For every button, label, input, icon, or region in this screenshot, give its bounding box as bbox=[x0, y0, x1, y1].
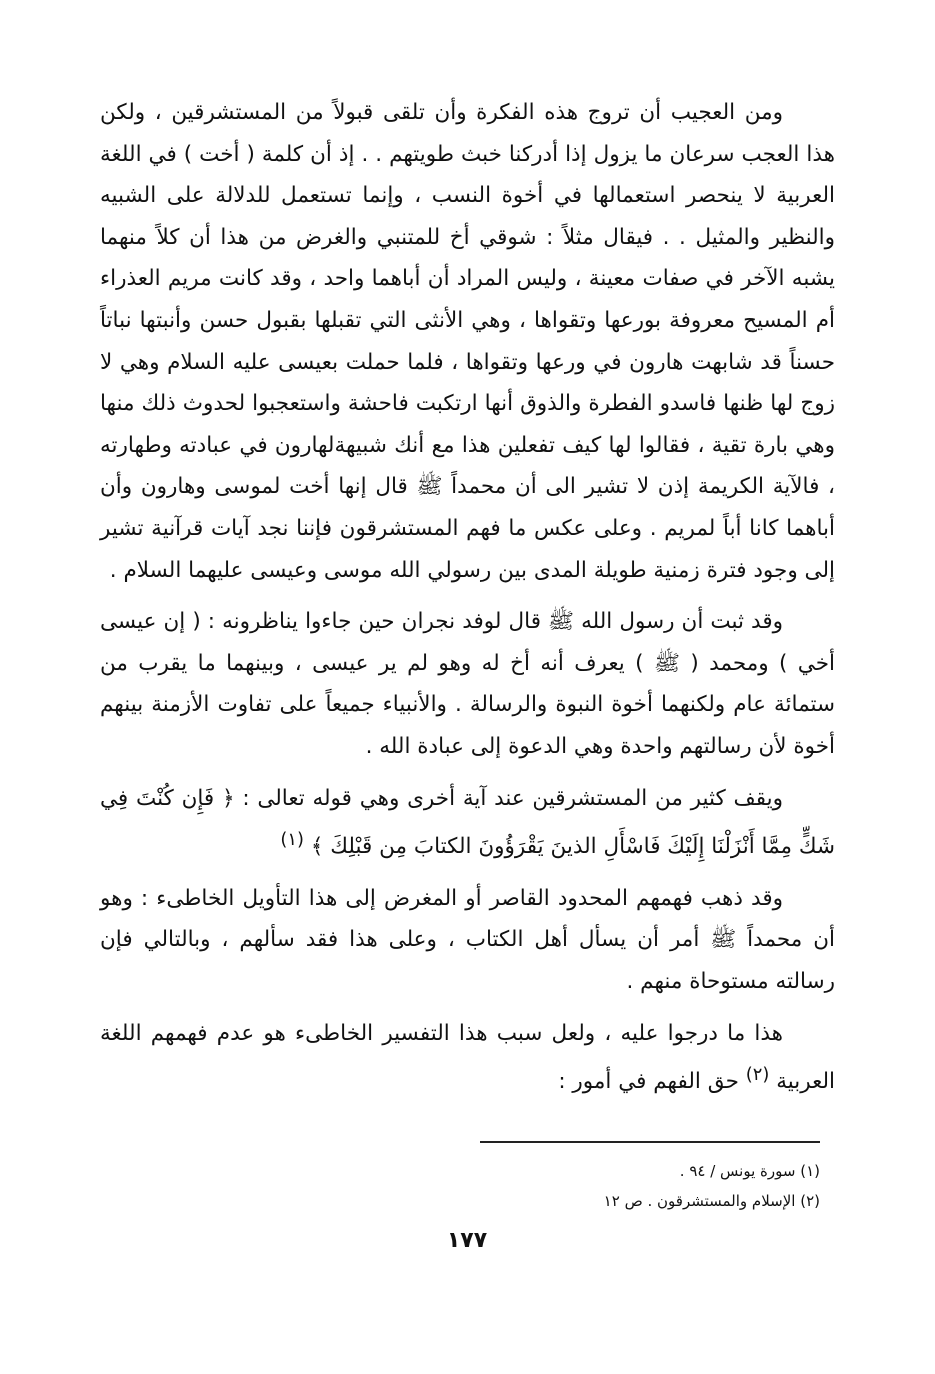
paragraph-5-tail: حق الفهم في أمور : bbox=[558, 1069, 739, 1095]
paragraph-2: وقد ثبت أن رسول الله ﷺ قال لوفد نجران حين جاءوا يناظرونه : ( إن عيسى أخي ) ومحمد ( ﷺ ) يعرف أنه أخ له وهو لم ير عيسى ، وبينهما ما يقرب من ستمائة عام ولكنهما أخوة النبوة والرسالة . والأنبياء جميعاً على تفاوت الأزمنة بينهم أخوة لأن رسالتهم واحدة وهي الدعوة إلى عبادة الله . bbox=[100, 609, 835, 759]
page-number: ١٧٧ bbox=[446, 1228, 488, 1253]
footnote-ref-2: (٢) bbox=[745, 1064, 770, 1086]
paragraph-1: ومن العجيب أن تروج هذه الفكرة وأن تلقى قبولاً من المستشرقين ، ولكن هذا العجب سرعان ما يزول إذا أدركنا خبث طويتهم . . إذ أن كلمة ( أخت ) في اللغة العربية لا ينحصر استعمالها في أخوة النسب ، وإنما تستعمل للدلالة على الشبيه والنظير والمثيل . . فيقال مثلاً : شوقي أخ للمتنبي والغرض من هذا أن كلاً منهما يشبه الآخر في صفات معينة ، وليس المراد أن أباهما واحد ، وقد كانت مريم العذراء أم المسيح معروفة بورعها وتقواها ، وهي الأنثى التي تقبلها بقبول حسن وأنبتها نباتاً حسناً قد شابهت هارون في ورعها وتقواها ، فلما حملت بعيسى عليه السلام وهي لا زوج لها ظنها فاسدو الفطرة والذوق أنها ارتكبت فاحشة واستعجبوا لحدوث ذلك منها وهي بارة تقية ، فقالوا لها كيف تفعلين هذا مع أنك شبيهةلهارون في عبادته وطهارته ، فالآية الكريمة إذن لا تشير الى أن محمداً ﷺ قال إنها أخت لموسى وهارون وأن أباهما كانا أباً لمريم . وعلى عكس ما فهم المستشرقون فإننا نجد آيات قرآنية تشير إلى وجود فترة زمنية طويلة المدى بين رسولي الله موسى وعيسى عليهما السلام . bbox=[100, 100, 835, 583]
footnote-divider bbox=[480, 1141, 820, 1143]
paragraph-5-text: هذا ما درجوا عليه ، ولعل سبب هذا التفسير الخاطىء هو عدم فهمهم اللغة العربية bbox=[100, 1020, 835, 1095]
main-text bbox=[100, 92, 835, 1103]
paragraph-5 bbox=[100, 1013, 835, 1103]
footnote-ref-1: (١) bbox=[280, 829, 305, 851]
quran-verse: ﴿ فَإِن كُنْتَ فِي شَكٍّ مِمَّا أَنْزَلْنَا إِلَيْكَ فَاسْأَلِ الذينَ يَقْرَؤُونَ الكتابَ مِن قَبْلِكَ ﴾ bbox=[100, 785, 835, 860]
paragraph-3-text: ويقف كثير من المستشرقين عند آية أخرى وهي قوله تعالى : bbox=[242, 785, 783, 811]
footnote-1: (١) سورة يونس / ٩٤ . bbox=[679, 1162, 820, 1180]
footnotes bbox=[480, 1156, 820, 1216]
paragraph-4: وقد ذهب فهمهم المحدود القاصر أو المغرض إلى هذا التأويل الخاطىء : وهو أن محمداً ﷺ أمر أن يسأل أهل الكتاب ، وعلى هذا فقد سألهم ، وبالتالي فإن رسالته مستوحاة منهم . bbox=[100, 885, 835, 995]
paragraph-3 bbox=[100, 778, 835, 868]
footnote-2: (٢) الإسلام والمستشرقون . ص ١٢ bbox=[603, 1192, 820, 1210]
